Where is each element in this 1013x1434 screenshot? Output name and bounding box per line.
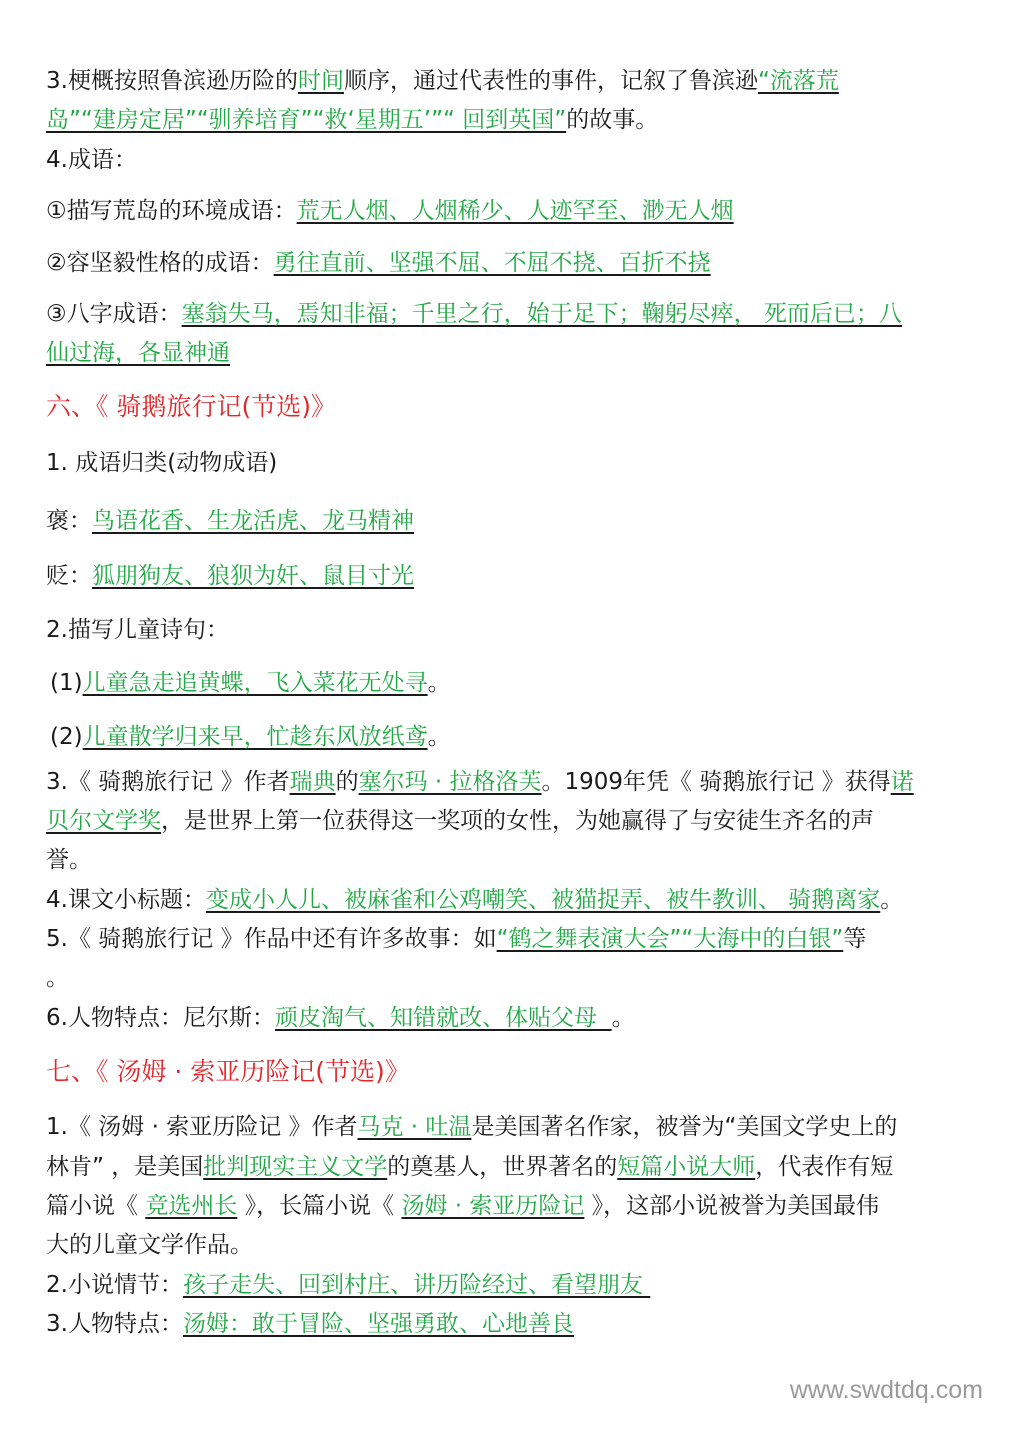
answer-poem-1: 儿童急走追黄蝶，飞入菜花无处寻 — [82, 670, 428, 696]
s5-idioms-eight-b — [46, 338, 967, 368]
answer-poem-2: 儿童散学归来早，忙趁东风放纸鸢 — [82, 724, 428, 750]
answer-eight-idioms-b: 仙过海，各显神通 — [46, 340, 230, 366]
answer-short-story-master: 短篇小说大师 — [617, 1154, 756, 1180]
answer-stories: “鹤之舞表演大会”“大海中的白银” — [496, 926, 844, 952]
s6-line-6: 6.人物特点：尼尔斯：顽皮淘气、知错就改、体贴父母 。 — [46, 1005, 635, 1031]
answer-char-idioms: 勇往直前、坚强不屈、不屈不挠、百折不挠 — [273, 250, 711, 276]
s5-line-3b: 岛”“建房定居”“驯养培育”“救‘星期五’”“ 回到英国”的故事。 — [46, 107, 659, 133]
s6-criticize: 贬：狐朋狗友、狼狈为奸、鼠目寸光 — [46, 563, 414, 589]
s5-line-3a: 3.梗概按照鲁滨逊历险的时间顺序，通过代表性的事件，记叙了鲁滨逊“流落荒 — [46, 68, 839, 94]
answer-critical-realism: 批判现实主义文学 — [203, 1154, 388, 1180]
s7-line-1c: 篇小说《 竞选州长 》，长篇小说《 汤姆 · 索亚历险记 》，这部小说被誉为美国最伟 — [46, 1193, 880, 1219]
answer-prize-b: 贝尔文学奖 — [46, 808, 161, 834]
answer-plot: 孩子走失、回到村庄、讲历险经过、看望朋友 — [182, 1272, 651, 1298]
answer-mark-twain: 马克 · 吐温 — [357, 1114, 472, 1140]
s6-praise: 褒：鸟语花香、生龙活虎、龙马精神 — [46, 508, 414, 534]
watermark-url: www.swdtdq.com — [789, 1376, 983, 1404]
answer-author: 塞尔玛 · 拉格洛芙 — [358, 769, 542, 795]
s6-line-4: 4.课文小标题：变成小人儿、被麻雀和公鸡嘲笑、被猫捉弄、被牛教训、 骑鹅离家。 — [46, 887, 904, 913]
answer-country: 瑞典 — [289, 769, 336, 795]
s7-line-1d: 大的儿童文学作品。 — [46, 1232, 253, 1258]
answer-novel: 汤姆 · 索亚历险记 — [401, 1193, 585, 1219]
s6-line-3b: 贝尔文学奖，是世界上第一位获得这一奖项的女性，为她赢得了与安徒生齐名的声 — [46, 808, 874, 834]
s6-poem-1: (1)儿童急走追黄蝶，飞入菜花无处寻。 — [50, 670, 451, 696]
answer-env-idioms: 荒无人烟、人烟稀少、人迹罕至、渺无人烟 — [296, 198, 734, 224]
section-6-title: 六、《 骑鹅旅行记(节选)》 — [46, 392, 336, 421]
section-7-title: 七、《 汤姆 · 索亚历险记(节选)》 — [46, 1057, 410, 1086]
s6-line-3c: 誉。 — [46, 847, 92, 873]
answer-tom-traits: 汤姆：敢于冒险、坚强勇敢、心地善良 — [182, 1311, 574, 1337]
answer-eight-idioms-a: 塞翁失马，焉知非福；千里之行，始于足下；鞠躬尽瘁， 死而后已；八 — [181, 301, 902, 327]
s7-line-2: 2.小说情节：孩子走失、回到村庄、讲历险经过、看望朋友 — [46, 1272, 651, 1298]
s6-line-2: 2.描写儿童诗句： — [46, 617, 229, 643]
answer-time: 时间 — [297, 68, 344, 94]
s7-line-3: 3.人物特点：汤姆：敢于冒险、坚强勇敢、心地善良 — [46, 1311, 574, 1337]
s6-line-3a: 3.《 骑鹅旅行记 》作者瑞典的塞尔玛 · 拉格洛芙。1909年凭《 骑鹅旅行记 》获得诺 — [46, 769, 914, 795]
answer-events-b: 岛”“建房定居”“驯养培育”“救‘星期五’”“ 回到英国” — [46, 107, 567, 133]
answer-nils-traits: 顽皮淘气、知错就改、体贴父母 — [274, 1005, 612, 1031]
answer-events-a: “流落荒 — [757, 68, 839, 94]
s5-line-4: 4.成语： — [46, 147, 137, 173]
s6-line-1: 1. 成语归类(动物成语) — [46, 450, 278, 476]
s7-line-1b: 林肯” ，是美国批判现实主义文学的奠基人，世界著名的短篇小说大师，代表作有短 — [46, 1154, 894, 1180]
s5-idioms-character: ②容坚毅性格的成语：勇往直前、坚强不屈、不屈不挠、百折不挠 — [46, 250, 711, 276]
answer-praise: 鸟语花香、生龙活虎、龙马精神 — [92, 508, 414, 534]
s7-line-1a: 1.《 汤姆 · 索亚历险记 》作者马克 · 吐温是美国著名作家，被誉为“美国文学史上的 — [46, 1114, 898, 1140]
answer-subtitles: 变成小人儿、被麻雀和公鸡嘲笑、被猫捉弄、被牛教训、 骑鹅离家 — [205, 887, 881, 913]
answer-criticize: 狐朋狗友、狼狈为奸、鼠目寸光 — [92, 563, 414, 589]
s5-idioms-eight-a: ③八字成语：塞翁失马，焉知非福；千里之行，始于足下；鞠躬尽瘁， 死而后已；八 — [46, 301, 902, 327]
answer-short-story: 竞选州长 — [145, 1193, 238, 1219]
s6-poem-2: (2)儿童散学归来早，忙趁东风放纸鸢。 — [50, 724, 451, 750]
answer-prize-a: 诺 — [890, 769, 914, 795]
s6-line-5b: 。 — [46, 965, 69, 991]
s6-line-5a: 5.《 骑鹅旅行记 》作品中还有许多故事：如“鹤之舞表演大会”“大海中的白银”等 — [46, 926, 867, 952]
s5-idioms-environment: ①描写荒岛的环境成语：荒无人烟、人烟稀少、人迹罕至、渺无人烟 — [46, 198, 734, 224]
